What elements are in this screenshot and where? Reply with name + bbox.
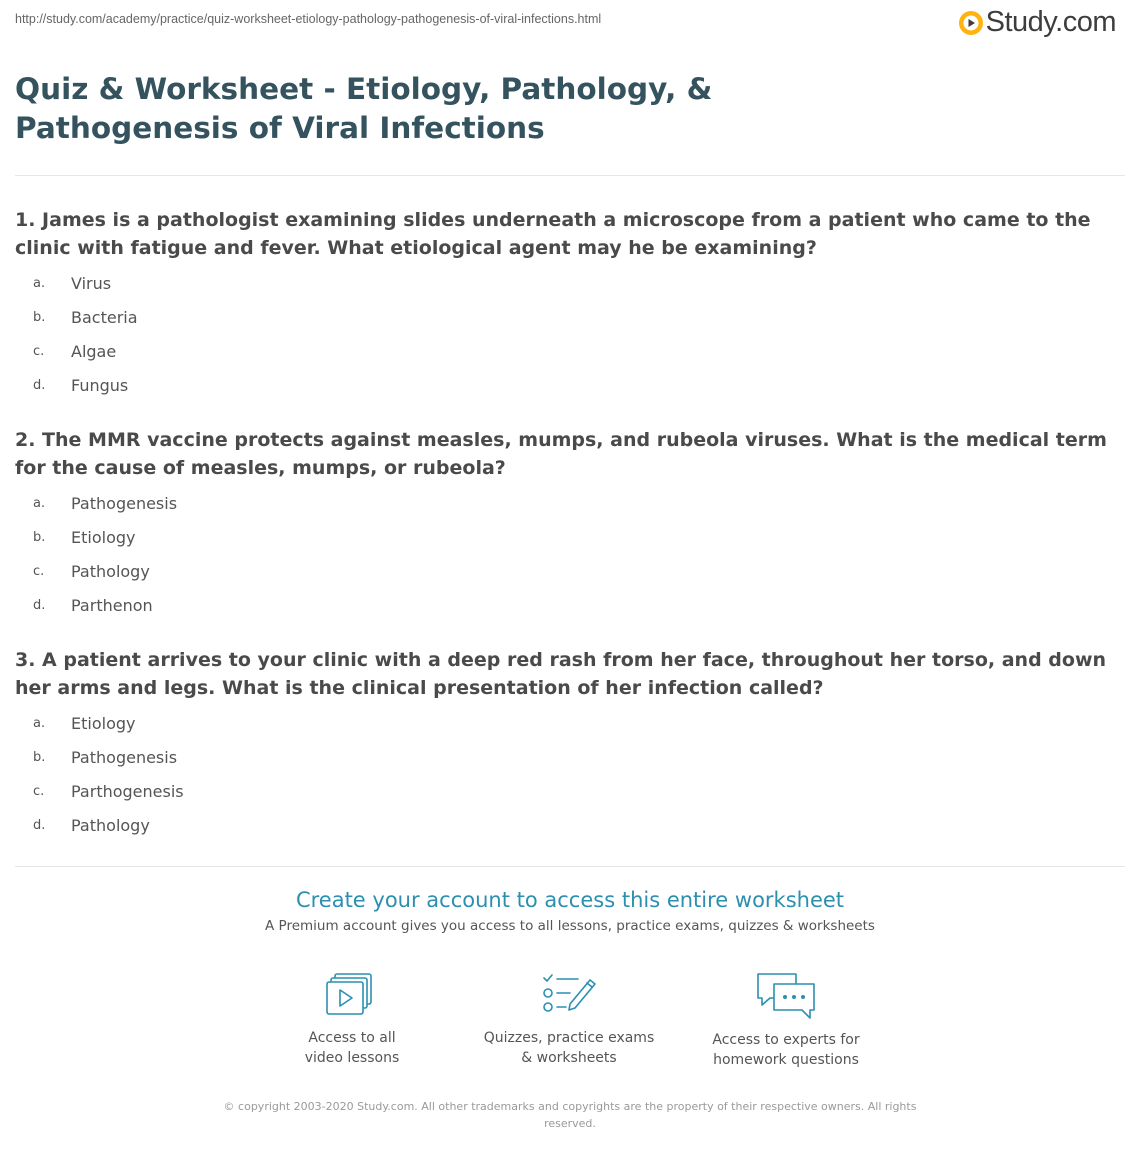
question-text: 3. A patient arrives to your clinic with a deep red rash from her face, throughout her torso, and down her arms and legs. What is the clinical presentation of her infection called? <box>15 649 1107 699</box>
answer-option <box>15 706 1125 740</box>
answer-text: Bacteria <box>71 307 138 327</box>
answer-letter: b. <box>33 529 46 545</box>
page-title: Quiz & Worksheet - Etiology, Pathology, & Pathogenesis of Viral Infections <box>15 72 713 145</box>
question-2 <box>15 426 1125 622</box>
chat-bubbles-icon <box>754 970 818 1022</box>
question-text: 1. James is a pathologist examining slides underneath a microscope from a patient who came to the clinic with fatigue and fever. What etiological agent may he be examining? <box>15 209 1091 259</box>
answer-letter: b. <box>33 309 46 325</box>
answer-text: Etiology <box>71 527 136 547</box>
answer-option <box>15 520 1125 554</box>
feature-label-line: video lessons <box>304 1050 400 1066</box>
feature-label <box>686 1030 886 1070</box>
answer-option <box>15 588 1125 622</box>
signup-cta <box>0 888 1140 934</box>
answer-letter: d. <box>33 817 46 833</box>
play-logo-icon <box>958 10 984 36</box>
cta-subheading: A Premium account gives you access to all lessons, practice exams, quizzes & worksheets <box>265 918 875 934</box>
answer-option <box>15 554 1125 588</box>
answer-list <box>15 486 1125 622</box>
feature-label <box>252 1028 452 1068</box>
answer-letter: c. <box>33 343 45 359</box>
answer-text: Pathogenesis <box>71 493 178 513</box>
divider <box>15 866 1125 867</box>
answer-option <box>15 486 1125 520</box>
answer-text: Algae <box>71 341 117 361</box>
answer-letter: a. <box>33 495 46 511</box>
feature-label-line: Access to all <box>308 1030 396 1046</box>
question-3 <box>15 646 1125 842</box>
answer-option <box>15 300 1125 334</box>
answer-text: Parthogenesis <box>71 781 184 801</box>
page-url: http://study.com/academy/practice/quiz-worksheet-etiology-pathology-pathogenesis-of-viral-infections.html <box>15 12 602 26</box>
feature-label-line: Quizzes, practice exams <box>483 1030 655 1046</box>
cta-heading-link[interactable]: Create your account to access this entire worksheet <box>295 888 845 912</box>
video-lessons-icon <box>325 970 379 1020</box>
quiz-checklist-icon <box>540 970 598 1020</box>
answer-letter: a. <box>33 715 46 731</box>
copyright-text: © copyright 2003-2020 Study.com. All other trademarks and copyrights are the property of their respective owners. All rights reserved. <box>223 1100 917 1130</box>
answer-text: Pathology <box>71 561 150 581</box>
answer-list <box>15 706 1125 842</box>
answer-letter: a. <box>33 275 46 291</box>
feature-quizzes <box>469 970 669 1068</box>
answer-option <box>15 740 1125 774</box>
feature-label-line: Access to experts for <box>712 1032 860 1048</box>
feature-experts <box>686 970 886 1070</box>
answer-option <box>15 774 1125 808</box>
answer-letter: d. <box>33 597 46 613</box>
divider <box>15 175 1125 176</box>
feature-label-line: & worksheets <box>521 1050 617 1066</box>
answer-text: Pathology <box>71 815 150 835</box>
answer-list <box>15 266 1125 402</box>
answer-option <box>15 266 1125 300</box>
answer-option <box>15 334 1125 368</box>
question-1 <box>15 206 1125 402</box>
answer-text: Parthenon <box>71 595 153 615</box>
answer-text: Fungus <box>71 375 129 395</box>
question-text: 2. The MMR vaccine protects against measles, mumps, and rubeola viruses. What is the medical term for the cause of measles, mumps, or rubeola? <box>15 429 1107 479</box>
answer-text: Virus <box>71 273 112 293</box>
feature-video-lessons <box>252 970 452 1068</box>
answer-letter: d. <box>33 377 46 393</box>
study-logo[interactable] <box>958 6 1116 39</box>
answer-letter: b. <box>33 749 46 765</box>
answer-option <box>15 368 1125 402</box>
answer-text: Pathogenesis <box>71 747 178 767</box>
answer-text: Etiology <box>71 713 136 733</box>
logo-text: Study.com <box>985 6 1116 38</box>
feature-label <box>469 1028 669 1068</box>
answer-option <box>15 808 1125 842</box>
answer-letter: c. <box>33 563 45 579</box>
feature-label-line: homework questions <box>713 1052 859 1068</box>
answer-letter: c. <box>33 783 45 799</box>
